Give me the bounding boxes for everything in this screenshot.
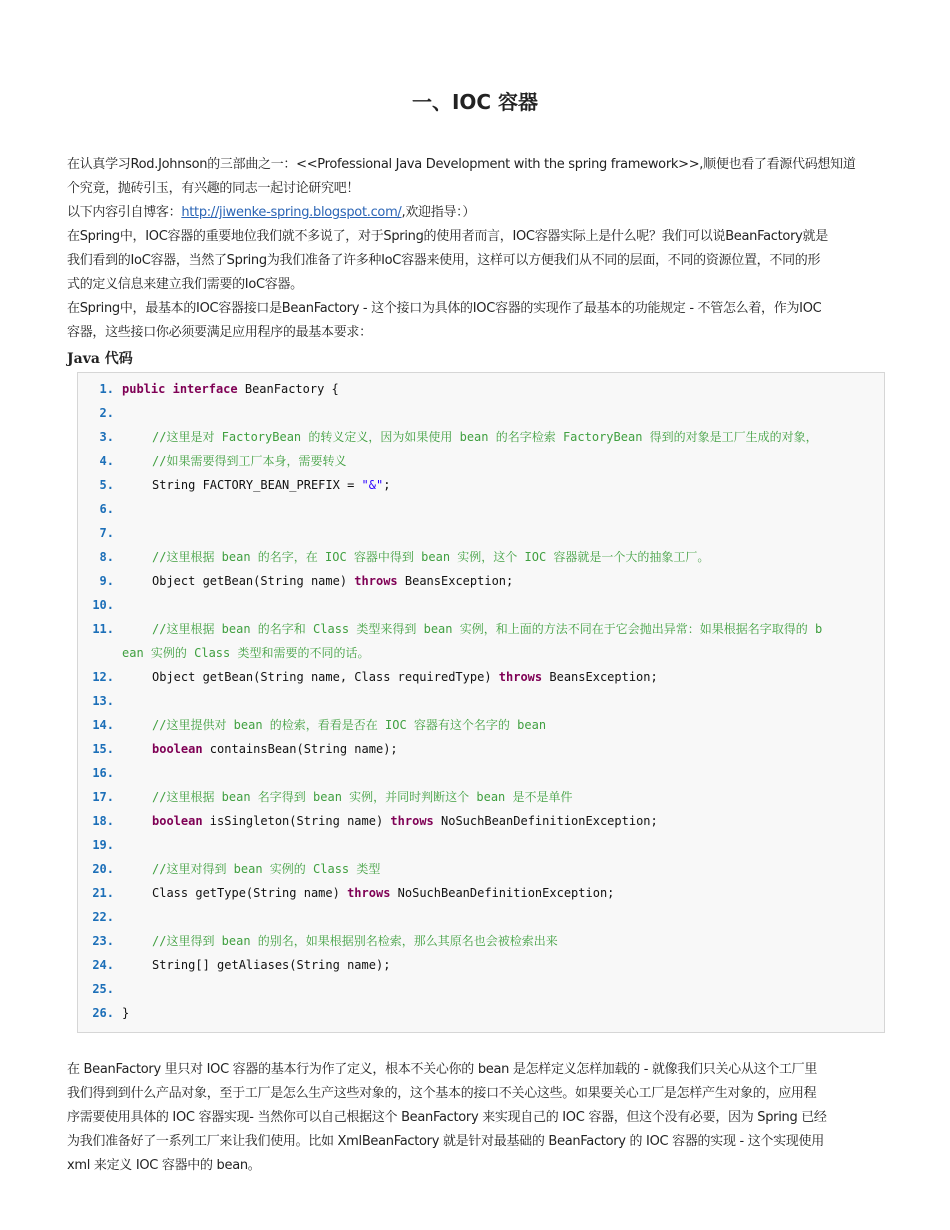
code-comment: //这里得到 bean 的别名，如果根据别名检索，那么其原名也会被检索出来 bbox=[152, 934, 558, 948]
text-line: 我们看到的IoC容器，当然了Spring为我们准备了许多种IoC容器来使用，这样可以方便我们从不同的层面，不同的资源位置，不同的形 bbox=[67, 253, 821, 268]
text-segment: ,欢迎指导：） bbox=[401, 205, 476, 220]
line-number: 8. bbox=[99, 550, 114, 564]
code-line bbox=[78, 737, 884, 761]
code-comment: //这里是对 FactoryBean 的转义定义，因为如果使用 bean 的名字检索 FactoryBean 得到的对象是工厂生成的对象， bbox=[152, 430, 818, 444]
line-number: 4. bbox=[99, 454, 114, 468]
code-segment: isSingleton(String name) bbox=[202, 814, 391, 828]
line-number: 23. bbox=[92, 934, 114, 948]
code-line bbox=[78, 401, 884, 425]
keyword: throws bbox=[354, 574, 398, 588]
line-number: 15. bbox=[92, 742, 114, 756]
code-segment: BeansException; bbox=[542, 670, 658, 684]
code-segment: ; bbox=[383, 478, 391, 492]
code-line bbox=[78, 593, 884, 617]
keyword: boolean bbox=[152, 814, 203, 828]
text-line: 我们得到到什么产品对象，至于工厂是怎么生产这些对象的，这个基本的接口不关心这些。如果要关心工厂是怎样产生对象的，应用程 bbox=[67, 1086, 817, 1101]
keyword: throws bbox=[347, 886, 391, 900]
code-segment: Object getBean(String name) bbox=[152, 574, 355, 588]
code-line bbox=[78, 497, 884, 521]
line-number: 26. bbox=[92, 1006, 114, 1020]
line-number: 2. bbox=[99, 406, 114, 420]
text-line: 为我们准备好了一系列工厂来让我们使用。比如 XmlBeanFactory 就是针对最基础的 BeanFactory 的 IOC 容器的实现 - 这个实现使用 bbox=[67, 1134, 824, 1149]
code-line bbox=[78, 425, 884, 449]
code-text bbox=[152, 665, 658, 689]
code-comment: //这里根据 bean 的名字，在 IOC 容器中得到 bean 实例，这个 IOC 容器就是一个大的抽象工厂。 bbox=[152, 550, 710, 564]
text-line: 个究竟，抛砖引玉，有兴趣的同志一起讨论研究吧！ bbox=[67, 181, 360, 196]
code-line bbox=[78, 1001, 884, 1025]
text-line: 序需要使用具体的 IOC 容器实现- 当然你可以自己根据这个 BeanFactory 来实现自己的 IOC 容器，但这个没有必要，因为 Spring 已经 bbox=[67, 1110, 827, 1125]
code-line bbox=[78, 761, 884, 785]
keyword: boolean bbox=[152, 742, 203, 756]
code-line bbox=[78, 881, 884, 905]
code-line bbox=[78, 809, 884, 833]
text-line: 在认真学习Rod.Johnson的三部曲之一：<<Professional Java Development with the spring framework>>,顺便也看了看源代码想知道 bbox=[67, 157, 856, 172]
line-number: 7. bbox=[99, 526, 114, 540]
code-comment: ean 实例的 Class 类型和需要的不同的话。 bbox=[122, 646, 370, 660]
line-number: 10. bbox=[92, 598, 114, 612]
code-segment: NoSuchBeanDefinitionException; bbox=[433, 814, 658, 828]
line-number: 12. bbox=[92, 670, 114, 684]
code-text: String[] getAliases(String name); bbox=[152, 958, 391, 972]
code-segment: containsBean(String name); bbox=[202, 742, 398, 756]
line-number: 13. bbox=[92, 694, 114, 708]
code-line bbox=[78, 641, 884, 665]
code-line bbox=[78, 785, 884, 809]
text-line: 在Spring中，最基本的IOC容器接口是BeanFactory - 这个接口为具体的IOC容器的实现作了最基本的功能规定 - 不管怎么着，作为IOC bbox=[67, 301, 822, 316]
keyword: interface bbox=[172, 382, 238, 396]
keyword: public bbox=[122, 382, 166, 396]
code-comment: //这里提供对 bean 的检索，看看是否在 IOC 容器有这个名字的 bean bbox=[152, 718, 547, 732]
line-number: 22. bbox=[92, 910, 114, 924]
line-number: 9. bbox=[99, 574, 114, 588]
code-line bbox=[78, 473, 884, 497]
line-number: 21. bbox=[92, 886, 114, 900]
code-text bbox=[152, 569, 513, 593]
line-number: 25. bbox=[92, 982, 114, 996]
line-number: 1. bbox=[99, 382, 114, 396]
text-line: 在 BeanFactory 里只对 IOC 容器的基本行为作了定义，根本不关心你的 bean 是怎样定义怎样加载的 - 就像我们只关心从这个工厂里 bbox=[67, 1062, 818, 1077]
code-line bbox=[78, 449, 884, 473]
text-line: 容器，这些接口你必须要满足应用程序的最基本要求： bbox=[67, 325, 372, 340]
code-comment: //这里根据 bean 的名字和 Class 类型来得到 bean 实例，和上面的方法不同在于它会抛出异常：如果根据名字取得的 b bbox=[152, 622, 823, 636]
code-comment: //这里根据 bean 名字得到 bean 实例，并同时判断这个 bean 是不是单件 bbox=[152, 790, 573, 804]
code-line bbox=[78, 689, 884, 713]
code-line bbox=[78, 617, 884, 641]
code-line bbox=[78, 929, 884, 953]
page-title: 一、IOC 容器 bbox=[411, 90, 539, 114]
code-label: Java 代码 bbox=[67, 351, 133, 367]
code-line bbox=[78, 545, 884, 569]
code-segment: NoSuchBeanDefinitionException; bbox=[390, 886, 615, 900]
code-line bbox=[78, 953, 884, 977]
code-line bbox=[78, 905, 884, 929]
line-number: 17. bbox=[92, 790, 114, 804]
text-line bbox=[67, 201, 889, 225]
line-number: 14. bbox=[92, 718, 114, 732]
code-text bbox=[152, 809, 658, 833]
code-block bbox=[77, 372, 885, 1033]
code-segment: BeanFactory { bbox=[237, 382, 339, 396]
line-number: 16. bbox=[92, 766, 114, 780]
code-line bbox=[78, 665, 884, 689]
text-line: 式的定义信息来建立我们需要的IoC容器。 bbox=[67, 277, 303, 292]
line-number: 19. bbox=[92, 838, 114, 852]
intro-paragraph bbox=[67, 153, 889, 345]
code-line bbox=[78, 377, 884, 401]
line-number: 6. bbox=[99, 502, 114, 516]
line-number: 20. bbox=[92, 862, 114, 876]
line-number: 11. bbox=[92, 622, 114, 636]
code-line bbox=[78, 713, 884, 737]
line-number: 5. bbox=[99, 478, 114, 492]
code-line bbox=[78, 833, 884, 857]
code-segment: Class getType(String name) bbox=[152, 886, 348, 900]
string-literal: "&" bbox=[361, 478, 384, 492]
blog-link[interactable]: http://jiwenke-spring.blogspot.com/ bbox=[181, 205, 402, 220]
line-number: 3. bbox=[99, 430, 114, 444]
code-text: } bbox=[122, 1006, 130, 1020]
text-line: xml 来定义 IOC 容器中的 bean。 bbox=[67, 1158, 261, 1173]
outro-paragraph bbox=[67, 1058, 889, 1178]
line-number: 24. bbox=[92, 958, 114, 972]
code-line bbox=[78, 857, 884, 881]
code-segment: Object getBean(String name, Class requiredType) bbox=[152, 670, 499, 684]
code-segment: BeansException; bbox=[397, 574, 514, 588]
keyword: throws bbox=[498, 670, 543, 684]
code-text bbox=[152, 737, 398, 761]
code-line bbox=[78, 521, 884, 545]
keyword: throws bbox=[390, 814, 434, 828]
text-line: 在Spring中，IOC容器的重要地位我们就不多说了，对于Spring的使用者而言，IOC容器实际上是什么呢？我们可以说BeanFactory就是 bbox=[67, 229, 828, 244]
code-line bbox=[78, 977, 884, 1001]
code-text bbox=[152, 473, 390, 497]
code-segment: String FACTORY_BEAN_PREFIX = bbox=[152, 478, 362, 492]
code-comment: //如果需要得到工厂本身，需要转义 bbox=[152, 454, 347, 468]
code-text bbox=[152, 881, 614, 905]
code-line bbox=[78, 569, 884, 593]
code-text bbox=[122, 377, 339, 401]
code-comment: //这里对得到 bean 实例的 Class 类型 bbox=[152, 862, 381, 876]
line-number: 18. bbox=[92, 814, 114, 828]
text-segment: 以下内容引自博客： bbox=[67, 205, 182, 220]
